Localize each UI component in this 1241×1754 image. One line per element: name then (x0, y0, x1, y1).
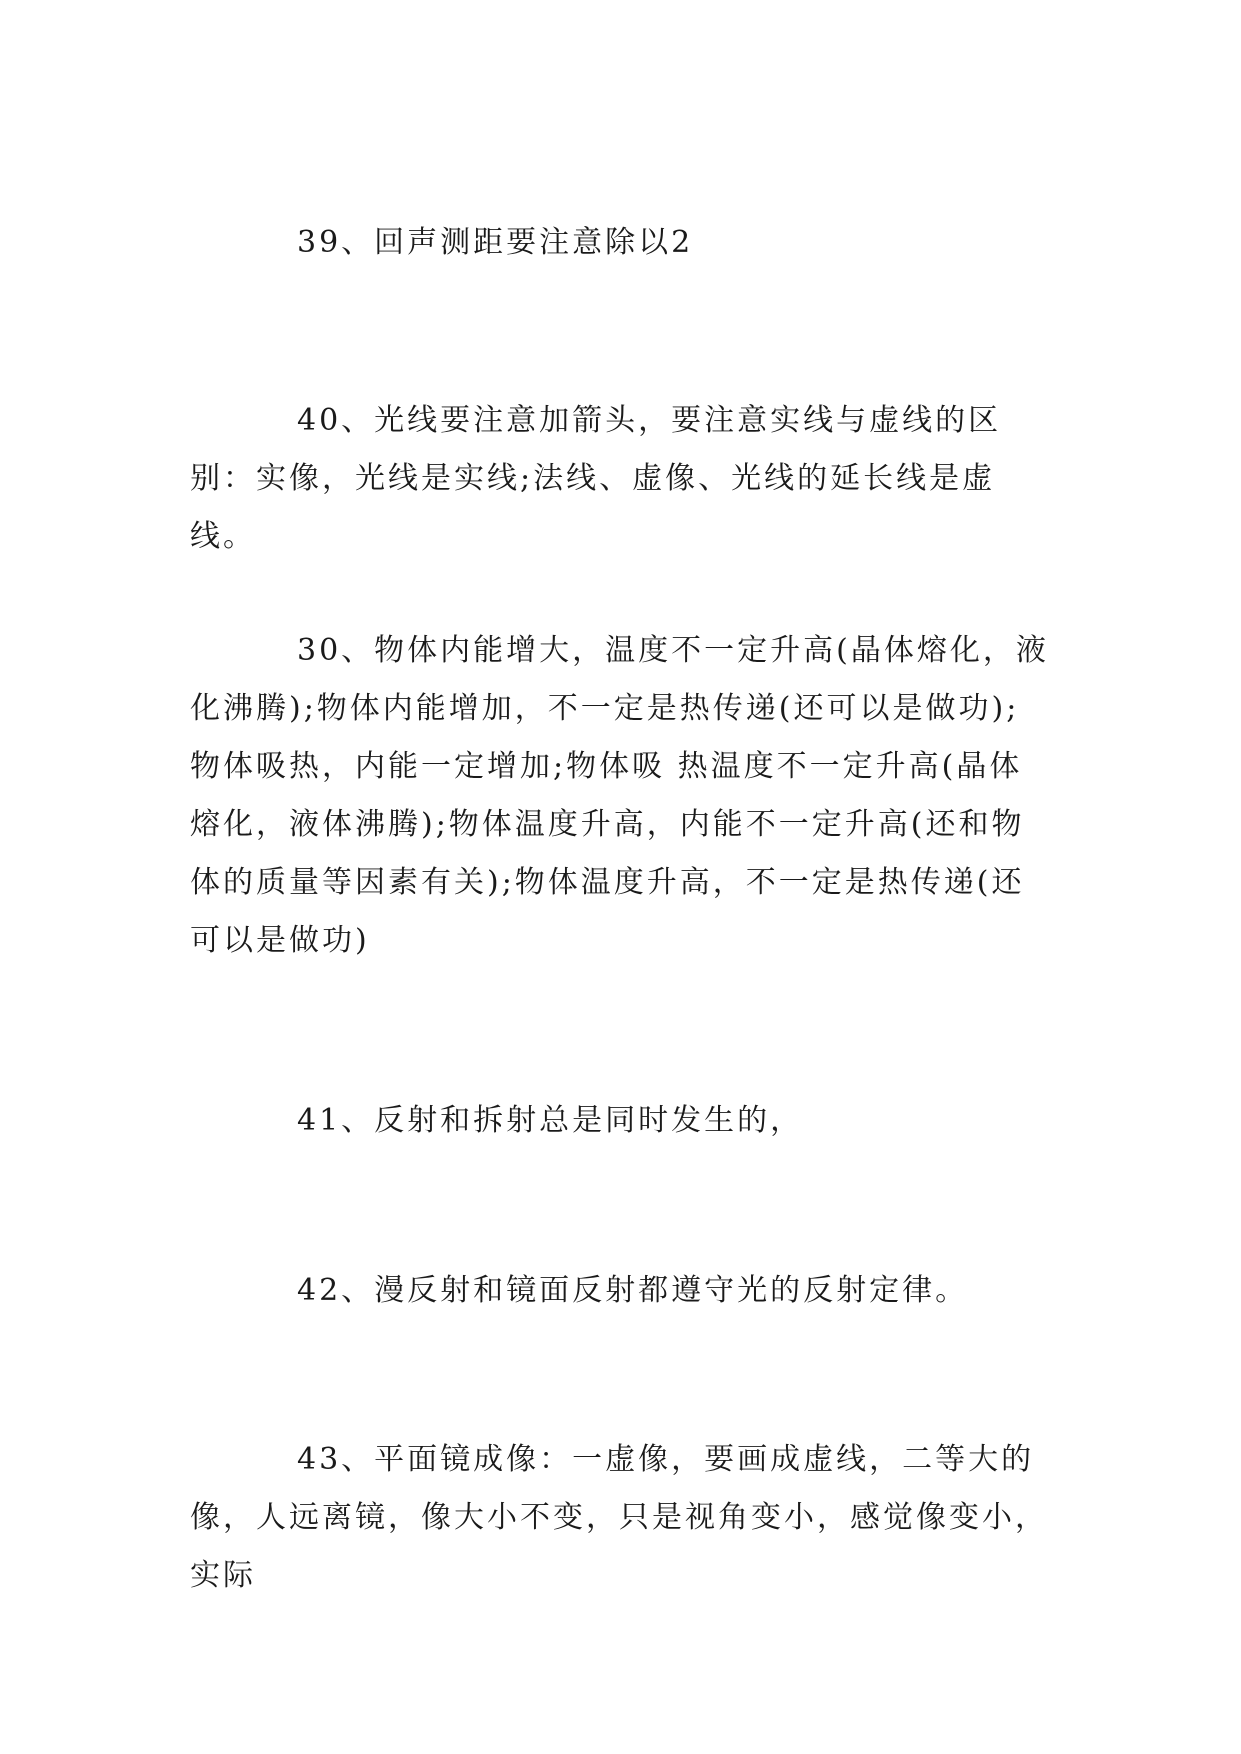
paragraph-30: 30、物体内能增大，温度不一定升高(晶体熔化，液化沸腾);物体内能增加，不一定是热传递(还可以是做功);物体吸热，内能一定增加;物体吸 热温度不一定升高(晶体熔化，液体沸腾);物体温度升高，内能不一定升高(还和物体的质量等因素有关);物体温度升高，不一定是热传递(还可以是做功) (190, 633, 1049, 958)
paragraph-40: 40、光线要注意加箭头，要注意实线与虚线的区别：实像，光线是实线;法线、虚像、光线的延长线是虚线。 (190, 403, 1002, 554)
paragraph-41: 41、反射和拆射总是同时发生的， (297, 1103, 804, 1138)
paragraph-43: 43、平面镜成像：一虚像，要画成虚线，二等大的像，人远离镜，像大小不变，只是视角变小，感觉像变小，实际 (190, 1442, 1048, 1593)
paragraph-42: 42、漫反射和镜面反射都遵守光的反射定律。 (297, 1273, 969, 1308)
paragraph-39: 39、回声测距要注意除以2 (297, 225, 694, 260)
